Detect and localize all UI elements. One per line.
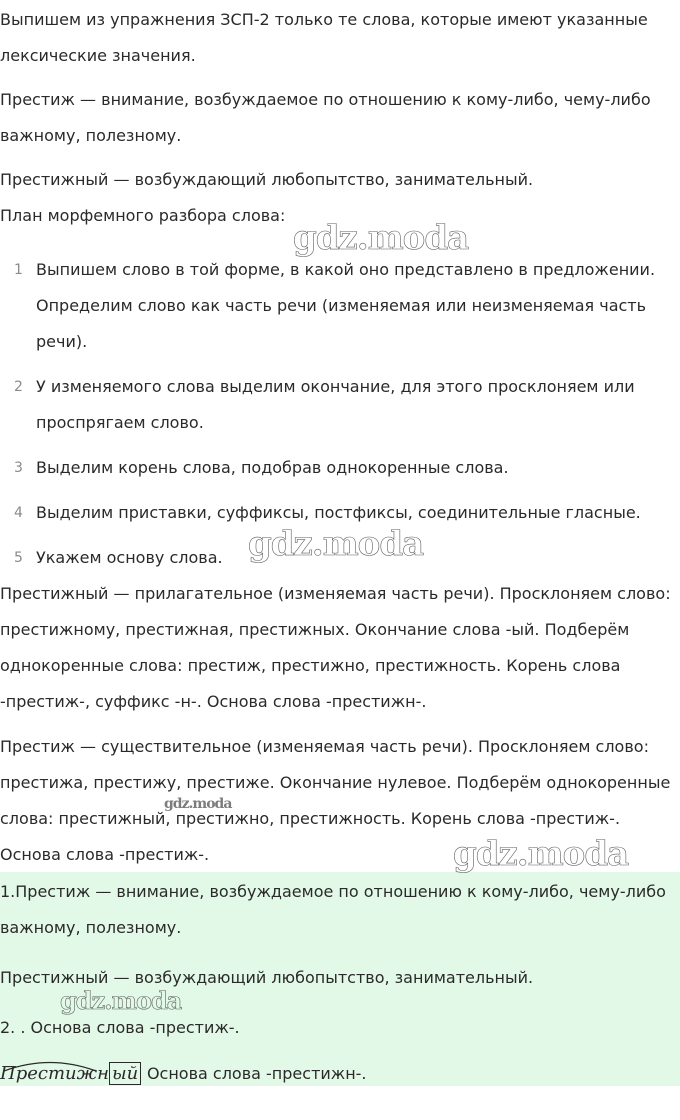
list-item-text: У изменяемого слова выделим окончание, для этого просклоняем или проспрягаем слово. [36,377,635,432]
definition-prestige: Престиж — внимание, возбуждаемое по отношению к кому-либо, чему-либо важному, полезному. [0,90,651,145]
list-item-text: Выделим приставки, суффиксы, постфиксы, соединительные гласные. [36,503,641,522]
watermark-logo: gdz.moda [293,218,469,258]
intro-paragraph: Выпишем из упражнения ЗСП-2 только те слова, которые имеют указанные лексические значения. [0,10,648,65]
morpheme-stem-note: Основа слова -престижн-. [146,1064,367,1083]
answer-line-1: 1.Престиж — внимание, возбуждаемое по отношению к кому-либо, чему-либо важному, полезному. [0,882,666,937]
definition-prestigious: Престижный — возбуждающий любопытство, занимательный. [0,170,534,189]
list-number: 1 [14,262,23,278]
answer-block [0,872,680,1086]
morpheme-ending: ый [109,1062,141,1085]
list-item-text: Укажем основу слова. [36,548,223,567]
analysis-noun: Престиж — существительное (изменяемая часть речи). Просклоняем слово: престижа, престижу, престиже. Окончание нулевое. Подберём однокоренные слова: престижный, престижно, престижность. Корень слова -престиж-. Основа слова -престиж-. [0,737,671,864]
plan-title: План морфемного разбора слова: [0,206,286,225]
watermark-logo: gdz.moda [164,796,232,812]
answer-line-2: Престижный — возбуждающий любопытство, занимательный. [0,968,534,987]
list-item-text: Выпишем слово в той форме, в какой оно представлено в предложении. Определим слово как часть речи (изменяемая или неизменяемая часть речи). [36,260,656,351]
watermark-logo: gdz.moda [60,986,182,1015]
morpheme-analysis [0,1062,367,1085]
list-number: 3 [14,460,23,476]
list-number: 2 [14,379,23,395]
answer-line-3: 2. . Основа слова -престиж-. [0,1018,240,1037]
list-number: 5 [14,550,23,566]
morpheme-stem: Престижн [0,1063,109,1084]
analysis-adjective: Престижный — прилагательное (изменяемая часть речи). Просклоняем слово: престижному, престижная, престижных. Окончание слова -ый. Подберём однокоренные слова: престиж, престижно, престижность. Корень слова -престиж-, суффикс -н-. Основа слова -престижн-. [0,584,671,711]
watermark-logo: gdz.moda [453,834,629,874]
watermark-logo: gdz.moda [248,524,424,564]
list-number: 4 [14,505,23,521]
list-item-text: Выделим корень слова, подобрав однокоренные слова. [36,458,509,477]
